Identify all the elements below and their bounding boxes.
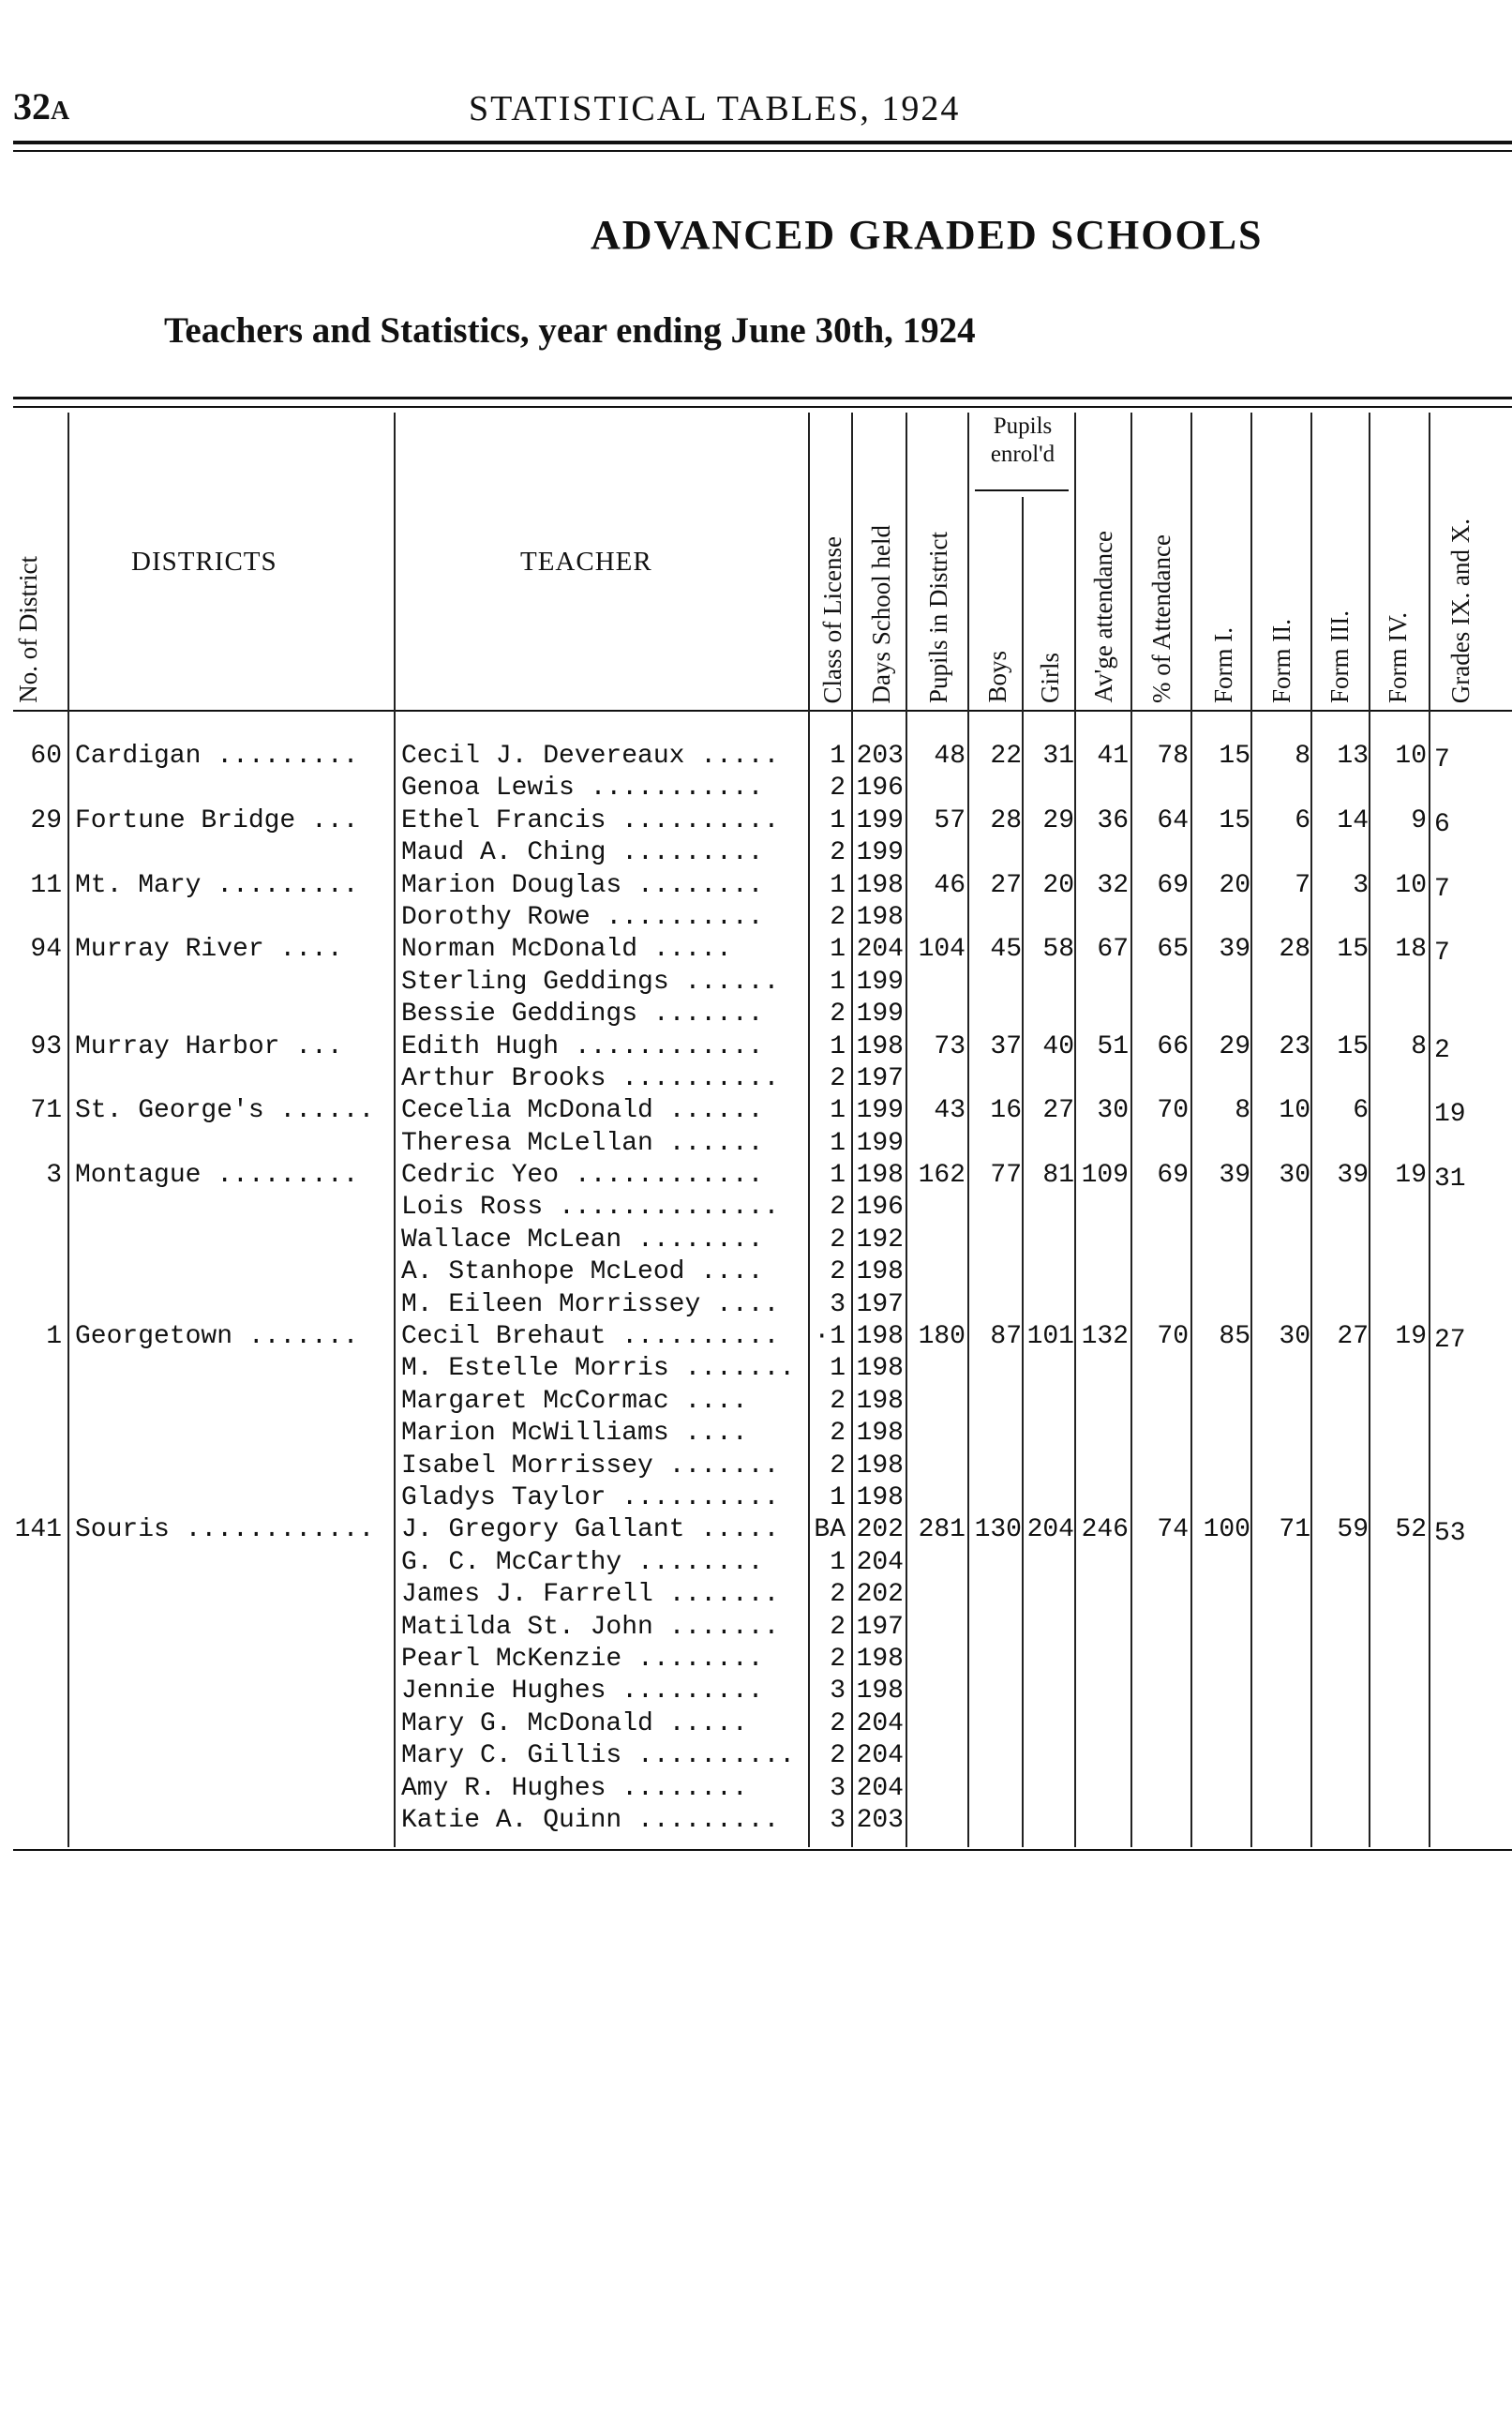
form-1-count: 15 xyxy=(1219,805,1250,835)
days-held: 198 xyxy=(856,1419,904,1449)
district-number: 94 xyxy=(30,935,62,965)
form-2-count: 30 xyxy=(1279,1322,1310,1352)
days-held: 198 xyxy=(856,1257,904,1287)
boys-enrolled: 130 xyxy=(974,1515,1022,1545)
form-4-count: 10 xyxy=(1395,742,1427,771)
license-class: 1 xyxy=(830,1547,846,1577)
days-held: 199 xyxy=(856,1128,904,1158)
teacher-name: Pearl McKenzie ........ xyxy=(401,1644,764,1674)
header-form-1: Form I. xyxy=(1208,627,1237,703)
table-bottom-rule xyxy=(13,1849,1512,1851)
days-held: 199 xyxy=(856,1000,904,1030)
teacher-name: J. Gregory Gallant ..... xyxy=(401,1515,780,1545)
days-held: 198 xyxy=(856,1386,904,1416)
form-2-count: 8 xyxy=(1295,742,1310,771)
days-held: 199 xyxy=(856,1096,904,1126)
header-boys: Boys xyxy=(982,651,1011,703)
table-row xyxy=(0,1740,1512,1772)
boys-enrolled: 22 xyxy=(990,742,1022,771)
average-attendance: 36 xyxy=(1097,805,1129,835)
grades-9-10-count: 7 xyxy=(1434,745,1450,774)
header-form-3: Form III. xyxy=(1325,610,1354,703)
teacher-name: James J. Farrell ....... xyxy=(401,1580,780,1610)
table-row xyxy=(0,1708,1512,1740)
district-name: Montague ......... xyxy=(75,1161,359,1191)
table-row xyxy=(0,1063,1512,1095)
teacher-name: Marion Douglas ........ xyxy=(401,870,764,900)
days-held: 197 xyxy=(856,1612,904,1642)
percent-attendance: 64 xyxy=(1157,805,1189,835)
table-row xyxy=(0,1256,1512,1288)
girls-enrolled: 27 xyxy=(1042,1096,1074,1126)
license-class: ·1 xyxy=(814,1322,846,1352)
table-row xyxy=(0,1805,1512,1837)
days-held: 198 xyxy=(856,1354,904,1384)
teacher-name: M. Estelle Morris ....... xyxy=(401,1354,796,1384)
form-4-count: 9 xyxy=(1411,805,1427,835)
license-class: 1 xyxy=(830,1128,846,1158)
teacher-name: Wallace McLean ........ xyxy=(401,1225,764,1255)
days-held: 204 xyxy=(856,1773,904,1803)
days-held: 192 xyxy=(856,1225,904,1255)
pupils-in-district: 162 xyxy=(918,1161,966,1191)
grades-9-10-count: 27 xyxy=(1434,1326,1466,1356)
grades-9-10-count: 31 xyxy=(1434,1165,1466,1195)
girls-enrolled: 58 xyxy=(1042,935,1074,965)
percent-attendance: 66 xyxy=(1157,1031,1189,1061)
form-2-count: 6 xyxy=(1295,805,1310,835)
table-row xyxy=(0,1514,1512,1549)
table-row xyxy=(0,1353,1512,1385)
license-class: 3 xyxy=(830,1805,846,1835)
table-body xyxy=(0,741,1512,1837)
pupils-in-district: 57 xyxy=(934,805,966,835)
license-class: 1 xyxy=(830,935,846,965)
header-pupils-enrolled: Pupils enrol'd xyxy=(990,414,1055,467)
girls-enrolled: 20 xyxy=(1042,870,1074,900)
boys-enrolled: 28 xyxy=(990,805,1022,835)
table-row xyxy=(0,1644,1512,1676)
days-held: 198 xyxy=(856,1451,904,1481)
days-held: 196 xyxy=(856,1193,904,1223)
district-name: Mt. Mary ......... xyxy=(75,870,359,900)
form-2-count: 30 xyxy=(1279,1161,1310,1191)
district-number: 60 xyxy=(30,742,62,771)
days-held: 198 xyxy=(856,870,904,900)
average-attendance: 41 xyxy=(1097,742,1129,771)
table-row xyxy=(0,1225,1512,1256)
girls-enrolled: 204 xyxy=(1026,1515,1074,1545)
days-held: 204 xyxy=(856,1708,904,1738)
license-class: 2 xyxy=(830,1257,846,1287)
pupils-in-district: 43 xyxy=(934,1096,966,1126)
days-held: 203 xyxy=(856,1805,904,1835)
license-class: 1 xyxy=(830,870,846,900)
form-1-count: 85 xyxy=(1219,1322,1250,1352)
header-class-of-license: Class of License xyxy=(817,535,846,703)
teacher-name: Lois Ross .............. xyxy=(401,1193,780,1223)
license-class: 1 xyxy=(830,1031,846,1061)
district-number: 3 xyxy=(46,1161,62,1191)
teacher-name: Katie A. Quinn ......... xyxy=(401,1805,780,1835)
district-number: 141 xyxy=(14,1515,62,1545)
license-class: 2 xyxy=(830,1708,846,1738)
form-1-count: 100 xyxy=(1203,1515,1250,1545)
table-row xyxy=(0,999,1512,1030)
days-held: 202 xyxy=(856,1515,904,1545)
girls-enrolled: 81 xyxy=(1042,1161,1074,1191)
district-name: Souris ............ xyxy=(75,1515,375,1545)
table-row xyxy=(0,870,1512,902)
header-districts: DISTRICTS xyxy=(131,547,277,577)
table-row xyxy=(0,741,1512,773)
header-bottom-rule xyxy=(13,710,1512,712)
form-2-count: 10 xyxy=(1279,1096,1310,1126)
girls-enrolled: 40 xyxy=(1042,1031,1074,1061)
grades-9-10-count: 19 xyxy=(1434,1100,1466,1130)
average-attendance: 32 xyxy=(1097,870,1129,900)
days-held: 204 xyxy=(856,1547,904,1577)
percent-attendance: 69 xyxy=(1157,1161,1189,1191)
form-2-count: 7 xyxy=(1295,870,1310,900)
average-attendance: 67 xyxy=(1097,935,1129,965)
grades-9-10-count: 53 xyxy=(1434,1519,1466,1549)
teacher-name: Cecil Brehaut .......... xyxy=(401,1322,780,1352)
form-1-count: 15 xyxy=(1219,742,1250,771)
teacher-name: Cecelia McDonald ...... xyxy=(401,1096,764,1126)
running-head: STATISTICAL TABLES, 1924 xyxy=(469,89,961,128)
pupils-in-district: 281 xyxy=(918,1515,966,1545)
license-class: 2 xyxy=(830,1741,846,1771)
teacher-name: Edith Hugh ............ xyxy=(401,1031,764,1061)
table-row xyxy=(0,1579,1512,1611)
license-class: 3 xyxy=(830,1289,846,1319)
header-average-attendance: Av'ge attendance xyxy=(1088,531,1117,703)
teacher-name: Mary G. McDonald ..... xyxy=(401,1708,748,1738)
teacher-name: Theresa McLellan ...... xyxy=(401,1128,764,1158)
teacher-name: Matilda St. John ....... xyxy=(401,1612,780,1642)
form-3-count: 39 xyxy=(1337,1161,1369,1191)
table-row xyxy=(0,1386,1512,1418)
days-held: 198 xyxy=(856,1644,904,1674)
pupils-in-district: 73 xyxy=(934,1031,966,1061)
header-grades-9-and-10: Grades IX. and X. xyxy=(1445,518,1475,703)
days-held: 199 xyxy=(856,805,904,835)
grades-9-10-count: 2 xyxy=(1434,1035,1450,1065)
license-class: 1 xyxy=(830,742,846,771)
top-rule-thin xyxy=(13,150,1512,152)
girls-enrolled: 29 xyxy=(1042,805,1074,835)
teacher-name: Margaret McCormac .... xyxy=(401,1386,748,1416)
form-2-count: 23 xyxy=(1279,1031,1310,1061)
license-class: 2 xyxy=(830,1644,846,1674)
header-pupils-enrolled-rule xyxy=(975,489,1069,491)
teacher-name: Cedric Yeo ............ xyxy=(401,1161,764,1191)
form-3-count: 14 xyxy=(1337,805,1369,835)
grades-9-10-count: 6 xyxy=(1434,809,1450,839)
table-row xyxy=(0,1095,1512,1130)
license-class: BA xyxy=(814,1515,846,1545)
header-form-2: Form II. xyxy=(1266,619,1295,703)
form-3-count: 15 xyxy=(1337,1031,1369,1061)
days-held: 204 xyxy=(856,935,904,965)
days-held: 196 xyxy=(856,774,904,804)
table-row xyxy=(0,1482,1512,1514)
table-row xyxy=(0,1418,1512,1450)
district-name: Murray Harbor ... xyxy=(75,1031,343,1061)
average-attendance: 30 xyxy=(1097,1096,1129,1126)
form-4-count: 10 xyxy=(1395,870,1427,900)
teacher-name: Arthur Brooks .......... xyxy=(401,1063,780,1093)
license-class: 1 xyxy=(830,1096,846,1126)
form-3-count: 6 xyxy=(1353,1096,1369,1126)
header-percent-attendance: % of Attendance xyxy=(1146,534,1175,703)
pupils-in-district: 48 xyxy=(934,742,966,771)
grades-9-10-count: 7 xyxy=(1434,874,1450,904)
days-held: 198 xyxy=(856,1161,904,1191)
district-name: Murray River .... xyxy=(75,935,343,965)
form-4-count: 19 xyxy=(1395,1322,1427,1352)
district-name: Cardigan ......... xyxy=(75,742,359,771)
boys-enrolled: 16 xyxy=(990,1096,1022,1126)
license-class: 1 xyxy=(830,1482,846,1512)
teacher-name: Gladys Taylor .......... xyxy=(401,1482,780,1512)
boys-enrolled: 87 xyxy=(990,1322,1022,1352)
license-class: 2 xyxy=(830,1386,846,1416)
form-1-count: 20 xyxy=(1219,870,1250,900)
district-number: 93 xyxy=(30,1031,62,1061)
boys-enrolled: 27 xyxy=(990,870,1022,900)
form-3-count: 15 xyxy=(1337,935,1369,965)
license-class: 2 xyxy=(830,1063,846,1093)
days-held: 203 xyxy=(856,742,904,771)
days-held: 198 xyxy=(856,1031,904,1061)
teacher-name: Marion McWilliams .... xyxy=(401,1419,748,1449)
pupils-in-district: 46 xyxy=(934,870,966,900)
teacher-name: Maud A. Ching ......... xyxy=(401,838,764,868)
license-class: 2 xyxy=(830,1451,846,1481)
header-girls: Girls xyxy=(1035,653,1064,703)
table-row xyxy=(0,805,1512,837)
license-class: 1 xyxy=(830,1354,846,1384)
license-class: 1 xyxy=(830,805,846,835)
form-4-count: 52 xyxy=(1395,1515,1427,1545)
section-heading: ADVANCED GRADED SCHOOLS xyxy=(591,212,1264,258)
teacher-name: M. Eileen Morrissey .... xyxy=(401,1289,780,1319)
table-row xyxy=(0,902,1512,934)
form-1-count: 39 xyxy=(1219,935,1250,965)
teacher-name: Amy R. Hughes ........ xyxy=(401,1773,748,1803)
days-held: 198 xyxy=(856,1322,904,1352)
table-row xyxy=(0,1031,1512,1063)
district-number: 29 xyxy=(30,805,62,835)
form-1-count: 39 xyxy=(1219,1161,1250,1191)
form-3-count: 3 xyxy=(1353,870,1369,900)
form-2-count: 71 xyxy=(1279,1515,1310,1545)
percent-attendance: 69 xyxy=(1157,870,1189,900)
district-name: St. George's ...... xyxy=(75,1096,375,1126)
district-name: Fortune Bridge ... xyxy=(75,805,359,835)
license-class: 1 xyxy=(830,967,846,997)
license-class: 2 xyxy=(830,902,846,932)
teacher-name: Bessie Geddings ....... xyxy=(401,1000,764,1030)
form-3-count: 59 xyxy=(1337,1515,1369,1545)
license-class: 2 xyxy=(830,1225,846,1255)
average-attendance: 246 xyxy=(1081,1515,1129,1545)
table-row xyxy=(0,1612,1512,1644)
teacher-name: Mary C. Gillis .......... xyxy=(401,1741,796,1771)
form-3-count: 13 xyxy=(1337,742,1369,771)
table-row xyxy=(0,934,1512,969)
table-row xyxy=(0,1289,1512,1321)
table-row xyxy=(0,1160,1512,1195)
teacher-name: Isabel Morrissey ....... xyxy=(401,1451,780,1481)
teacher-name: G. C. McCarthy ........ xyxy=(401,1547,764,1577)
license-class: 2 xyxy=(830,1193,846,1223)
page-number-suffix: A xyxy=(51,97,70,126)
form-4-count: 19 xyxy=(1395,1161,1427,1191)
teacher-name: Norman McDonald ..... xyxy=(401,935,732,965)
table-row xyxy=(0,1451,1512,1482)
days-held: 199 xyxy=(856,967,904,997)
district-number: 11 xyxy=(30,870,62,900)
license-class: 2 xyxy=(830,1000,846,1030)
teacher-name: Ethel Francis .......... xyxy=(401,805,780,835)
days-held: 204 xyxy=(856,1741,904,1771)
percent-attendance: 78 xyxy=(1157,742,1189,771)
form-2-count: 28 xyxy=(1279,935,1310,965)
table-row xyxy=(0,1773,1512,1805)
table-top-rule xyxy=(13,397,1512,399)
form-4-count: 8 xyxy=(1411,1031,1427,1061)
license-class: 3 xyxy=(830,1773,846,1803)
boys-enrolled: 45 xyxy=(990,935,1022,965)
district-number: 1 xyxy=(46,1322,62,1352)
percent-attendance: 65 xyxy=(1157,935,1189,965)
teacher-name: Cecil J. Devereaux ..... xyxy=(401,742,780,771)
license-class: 2 xyxy=(830,1580,846,1610)
days-held: 199 xyxy=(856,838,904,868)
header-form-4: Form IV. xyxy=(1383,611,1412,703)
form-4-count: 18 xyxy=(1395,935,1427,965)
average-attendance: 109 xyxy=(1081,1161,1129,1191)
teacher-name: A. Stanhope McLeod .... xyxy=(401,1257,764,1287)
form-1-count: 8 xyxy=(1235,1096,1250,1126)
pupils-in-district: 180 xyxy=(918,1322,966,1352)
top-rule xyxy=(13,141,1512,144)
license-class: 2 xyxy=(830,1612,846,1642)
header-teacher: TEACHER xyxy=(520,547,652,577)
percent-attendance: 70 xyxy=(1157,1096,1189,1126)
table-row xyxy=(0,837,1512,869)
district-number: 71 xyxy=(30,1096,62,1126)
table-top-rule-thin xyxy=(13,406,1512,408)
percent-attendance: 74 xyxy=(1157,1515,1189,1545)
table-row xyxy=(0,1192,1512,1224)
days-held: 198 xyxy=(856,1482,904,1512)
license-class: 3 xyxy=(830,1677,846,1707)
table-row xyxy=(0,967,1512,999)
district-name: Georgetown ....... xyxy=(75,1322,359,1352)
days-held: 197 xyxy=(856,1289,904,1319)
table-row xyxy=(0,1547,1512,1579)
average-attendance: 51 xyxy=(1097,1031,1129,1061)
teacher-name: Sterling Geddings ...... xyxy=(401,967,780,997)
days-held: 198 xyxy=(856,1677,904,1707)
form-3-count: 27 xyxy=(1337,1322,1369,1352)
girls-enrolled: 101 xyxy=(1026,1322,1074,1352)
license-class: 1 xyxy=(830,1161,846,1191)
boys-enrolled: 77 xyxy=(990,1161,1022,1191)
teacher-name: Genoa Lewis ........... xyxy=(401,774,764,804)
percent-attendance: 70 xyxy=(1157,1322,1189,1352)
license-class: 2 xyxy=(830,774,846,804)
teacher-name: Dorothy Rowe .......... xyxy=(401,902,764,932)
table-row xyxy=(0,1676,1512,1707)
license-class: 2 xyxy=(830,838,846,868)
header-no-of-district: No. of District xyxy=(13,556,42,703)
page-number: 32A xyxy=(13,85,70,128)
grades-9-10-count: 7 xyxy=(1434,939,1450,969)
girls-enrolled: 31 xyxy=(1042,742,1074,771)
days-held: 197 xyxy=(856,1063,904,1093)
section-subheading: Teachers and Statistics, year ending June 30th, 1924 xyxy=(164,310,976,351)
pupils-in-district: 104 xyxy=(918,935,966,965)
table-row xyxy=(0,1321,1512,1356)
header-days-school-held: Days School held xyxy=(866,524,895,703)
boys-enrolled: 37 xyxy=(990,1031,1022,1061)
days-held: 198 xyxy=(856,902,904,932)
teacher-name: Jennie Hughes ......... xyxy=(401,1677,764,1707)
table-row xyxy=(0,1128,1512,1160)
days-held: 202 xyxy=(856,1580,904,1610)
license-class: 2 xyxy=(830,1419,846,1449)
table-row xyxy=(0,773,1512,804)
form-1-count: 29 xyxy=(1219,1031,1250,1061)
average-attendance: 132 xyxy=(1081,1322,1129,1352)
header-pupils-in-district: Pupils in District xyxy=(923,531,952,703)
